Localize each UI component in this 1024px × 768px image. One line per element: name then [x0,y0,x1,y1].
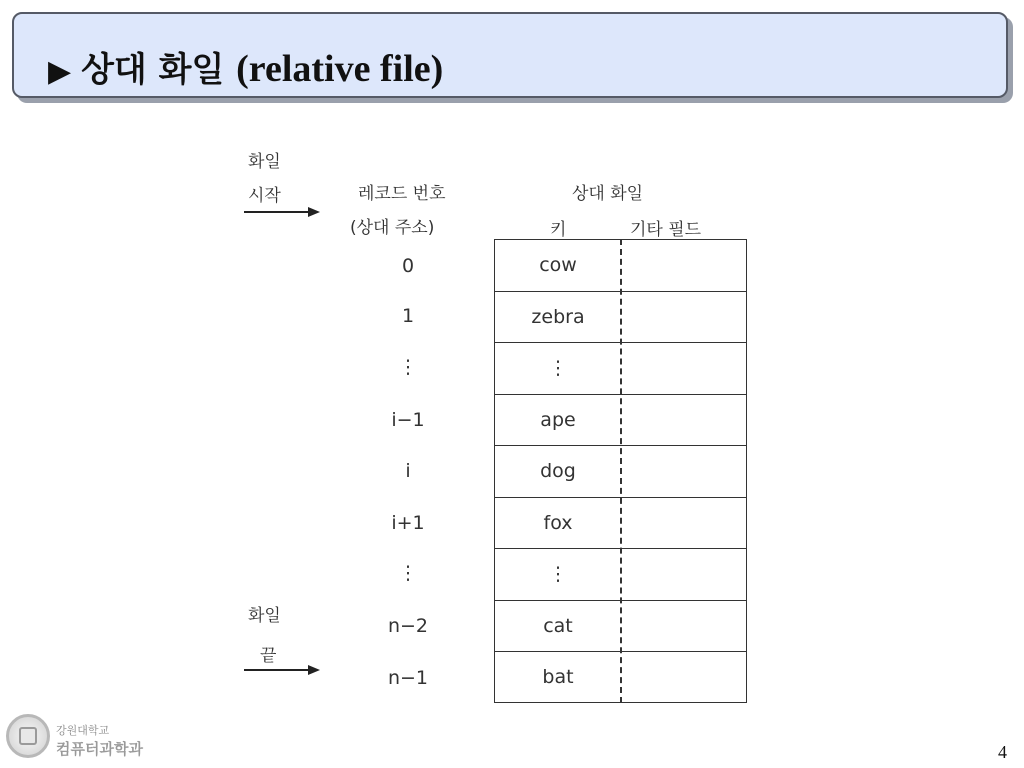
record-number: i [405,460,411,482]
title-korean: 상대 화일 [81,50,225,90]
record-number: ⋮ [398,562,418,584]
record-key: fox [543,511,573,534]
other-fields-header: 기타 필드 [630,220,702,240]
record-key: dog [540,460,576,482]
file-start-label-2: 시작 [248,186,281,206]
file-end-label-2: 끝 [260,646,277,666]
record-number-header: 레코드 번호 [358,184,446,204]
relative-file-diagram [230,135,770,725]
key-field-divider [620,239,622,703]
title-banner [12,12,1008,98]
department-name: 컴퓨터과학과 [56,740,143,758]
record-number: 0 [401,255,415,277]
record-key: ⋮ [548,357,568,379]
university-seal-icon [6,714,50,758]
page-number: 4 [998,742,1007,762]
record-key: ape [540,408,576,431]
record-number: n−1 [387,667,429,689]
record-number: 1 [401,305,415,327]
file-end-arrow-icon [244,669,316,671]
file-start-label-1: 화일 [248,152,281,172]
record-key: ⋮ [548,563,568,585]
record-key: zebra [531,305,585,328]
triangle-bullet-icon: ▶ [48,54,72,89]
key-column-header: 키 [550,220,567,240]
record-key: bat [542,666,574,688]
record-number: i−1 [391,409,425,431]
record-number: i+1 [391,512,425,534]
university-name: 강원대학교 [56,724,110,737]
file-start-arrow-icon [244,211,316,213]
relative-address-header: (상대 주소) [350,218,435,238]
relative-file-header: 상대 화일 [572,184,644,204]
file-end-label-1: 화일 [248,606,281,626]
record-key: cat [543,614,573,637]
slide-title [48,42,443,91]
record-number: n−2 [387,615,429,637]
record-key: cow [539,254,577,276]
record-number: ⋮ [398,356,418,378]
title-english: (relative file) [236,48,444,90]
